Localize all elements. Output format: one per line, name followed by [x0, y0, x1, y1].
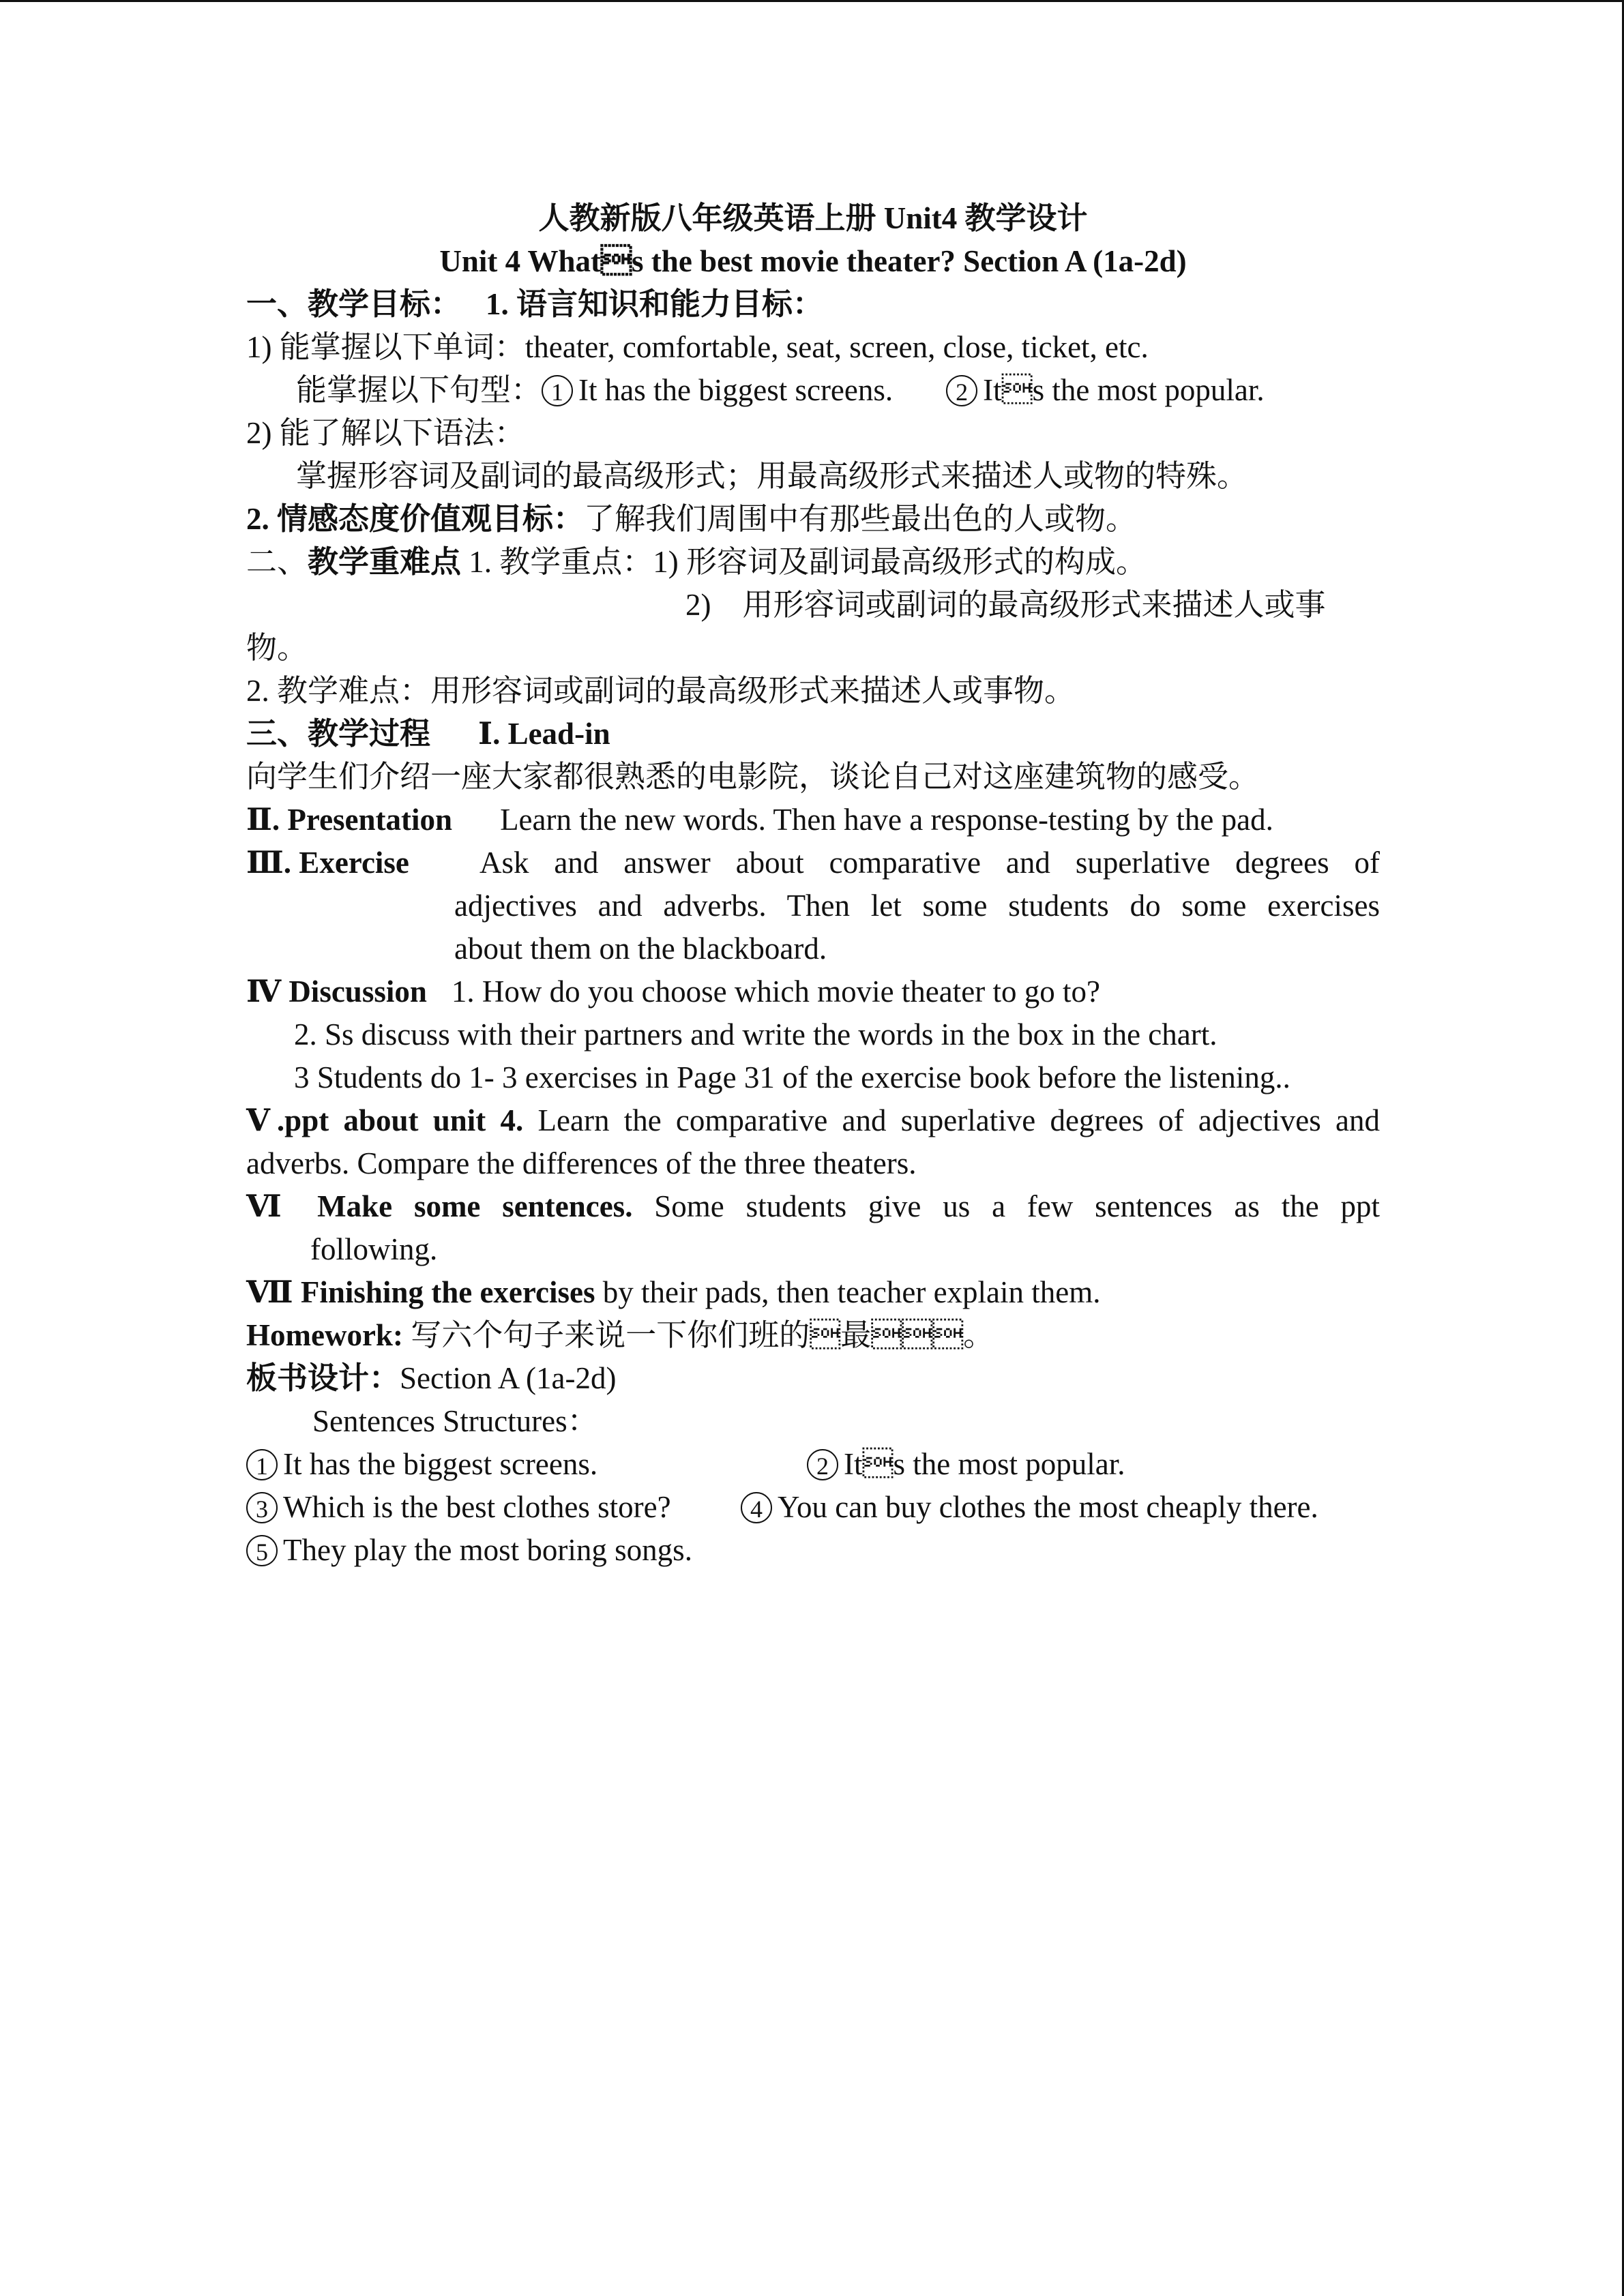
homework-text: 写六个句子来说一下你们班的最。: [411, 1318, 994, 1352]
keypoint-1-label: 1. 教学重点：1): [469, 545, 679, 579]
discussion-label: Ⅳ Discussion: [246, 974, 427, 1009]
exercise-label: Ⅲ. Exercise: [246, 846, 409, 880]
circled-number: 1: [246, 1449, 278, 1480]
exercise-line-1: Ask and answer about comparative and superlative degrees of: [479, 846, 1380, 880]
objective-words-text: 能掌握以下单词：theater, comfortable, seat, screen, close, ticket, etc.: [279, 330, 1149, 364]
discussion-item-2: 2. Ss discuss with their partners and write the words in the box in the chart.: [294, 1017, 1217, 1052]
homework-label: Homework:: [246, 1318, 403, 1352]
circled-number: 2: [946, 375, 977, 406]
objective-sentences: [296, 369, 1265, 411]
objectives-heading: [246, 283, 823, 325]
objectives-sub1: 1. 语言知识和能力目标：: [486, 287, 824, 321]
homework-line: [246, 1314, 994, 1356]
discussion-item-1: 1. How do you choose which movie theater to go to?: [451, 974, 1100, 1009]
keypoint-2: [685, 584, 1326, 626]
objective-attitude-label: 2. 情感态度价值观目标：: [246, 502, 585, 536]
discussion-item-3: 3 Students do 1- 3 exercises in Page 31 of the exercise book before the listening..: [294, 1060, 1290, 1094]
presentation-text: Learn the new words. Then have a response-testing by the pad.: [500, 803, 1273, 837]
board-item-text: Its the most popular.: [844, 1447, 1125, 1481]
objective-grammar-text: 能了解以下语法：: [279, 416, 525, 450]
ppt-line-2: adverbs. Compare the differences of the three theaters.: [246, 1146, 917, 1180]
board-item-text: You can buy clothes the most cheaply there.: [778, 1490, 1318, 1524]
presentation-label: Ⅱ. Presentation: [246, 803, 453, 837]
keypoint-2-num: 2): [685, 588, 711, 622]
objective-sentences-label: 能掌握以下句型：: [296, 373, 542, 407]
objective-grammar: [246, 412, 525, 454]
finish-text: by their pads, then teacher explain them.: [602, 1275, 1101, 1309]
finish-line: [246, 1271, 1101, 1313]
finish-label: Ⅶ Finishing the exercises: [246, 1275, 595, 1309]
ppt-label: Ⅴ.ppt about unit 4.: [246, 1103, 524, 1137]
objective-grammar-detail: 掌握形容词及副词的最高级形式；用最高级形式来描述人或物的特殊。: [296, 459, 1248, 493]
keypoints-prefix: 二、: [246, 545, 308, 579]
exercise-line-2: adjectives and adverbs. Then let some students do some exercises: [454, 889, 1380, 923]
exercise-label-line: [246, 841, 409, 884]
board-item: [246, 1529, 692, 1571]
page-top-border: [0, 0, 1624, 2]
objectives-title: 一、教学目标：: [246, 287, 462, 321]
objective-sentence-2: Its the most popular.: [983, 373, 1265, 407]
board-item: [741, 1486, 1318, 1528]
circled-number: 3: [246, 1492, 278, 1523]
make-line-2: following.: [310, 1232, 438, 1266]
keypoint-1-text: 形容词及副词最高级形式的构成。: [686, 545, 1147, 579]
leadin-text: 向学生们介绍一座大家都很熟悉的电影院，谈论自己对这座建筑物的感受。: [246, 760, 1260, 794]
objective-sentence-1: It has the biggest screens.: [578, 373, 894, 407]
doc-subtitle: Unit 4 Whats the best movie theater? Section A (1a-2d): [439, 244, 1187, 278]
objective-grammar-num: 2): [246, 416, 272, 450]
objective-words: [246, 326, 1149, 368]
board-item: [246, 1486, 671, 1528]
keypoints-line: [246, 541, 1147, 583]
keypoint-2-text: 用形容词或副词的最高级形式来描述人或事: [742, 588, 1326, 622]
keypoint-2-cont: 物。: [246, 631, 308, 665]
process-heading-line: [246, 713, 610, 755]
leadin-label: Ⅰ. Lead-in: [478, 717, 610, 751]
objective-attitude-text: 了解我们周围中有那些最出色的人或物。: [584, 502, 1137, 536]
difficulty: 2. 教学难点：用形容词或副词的最高级形式来描述人或事物。: [246, 674, 1076, 708]
board-item-text: It has the biggest screens.: [283, 1447, 598, 1481]
presentation-line: [246, 799, 1273, 841]
exercise-line-3: about them on the blackboard.: [454, 931, 827, 966]
board-item: [807, 1443, 1125, 1485]
board-structures: Sentences Structures：: [312, 1404, 598, 1438]
board-item-text: They play the most boring songs.: [283, 1533, 692, 1567]
board-section: Section A (1a-2d): [400, 1361, 617, 1395]
doc-title: 人教新版八年级英语上册 Unit4 教学设计: [538, 201, 1088, 235]
discussion-line: [246, 970, 1100, 1013]
board-item: [246, 1443, 597, 1485]
make-label: Ⅵ Make some sentences.: [246, 1189, 633, 1223]
make-line-1: [246, 1185, 1380, 1227]
objective-words-num: 1): [246, 330, 272, 364]
ppt-line-1: [246, 1099, 1380, 1142]
circled-number: 2: [807, 1449, 838, 1480]
make-text-1: Some students give us a few sentences as the ppt: [654, 1189, 1380, 1223]
process-heading: 三、教学过程: [246, 717, 431, 751]
circled-number: 1: [542, 375, 573, 406]
board-item-text: Which is the best clothes store?: [283, 1490, 671, 1524]
keypoints-heading: 教学重难点: [308, 545, 462, 579]
objective-attitude: [246, 498, 1136, 540]
board-line: [246, 1357, 616, 1399]
board-label: 板书设计：: [246, 1361, 400, 1395]
ppt-text-1: Learn the comparative and superlative degrees of adjectives and: [537, 1103, 1380, 1137]
circled-number: 5: [246, 1535, 278, 1566]
circled-number: 4: [741, 1492, 772, 1523]
